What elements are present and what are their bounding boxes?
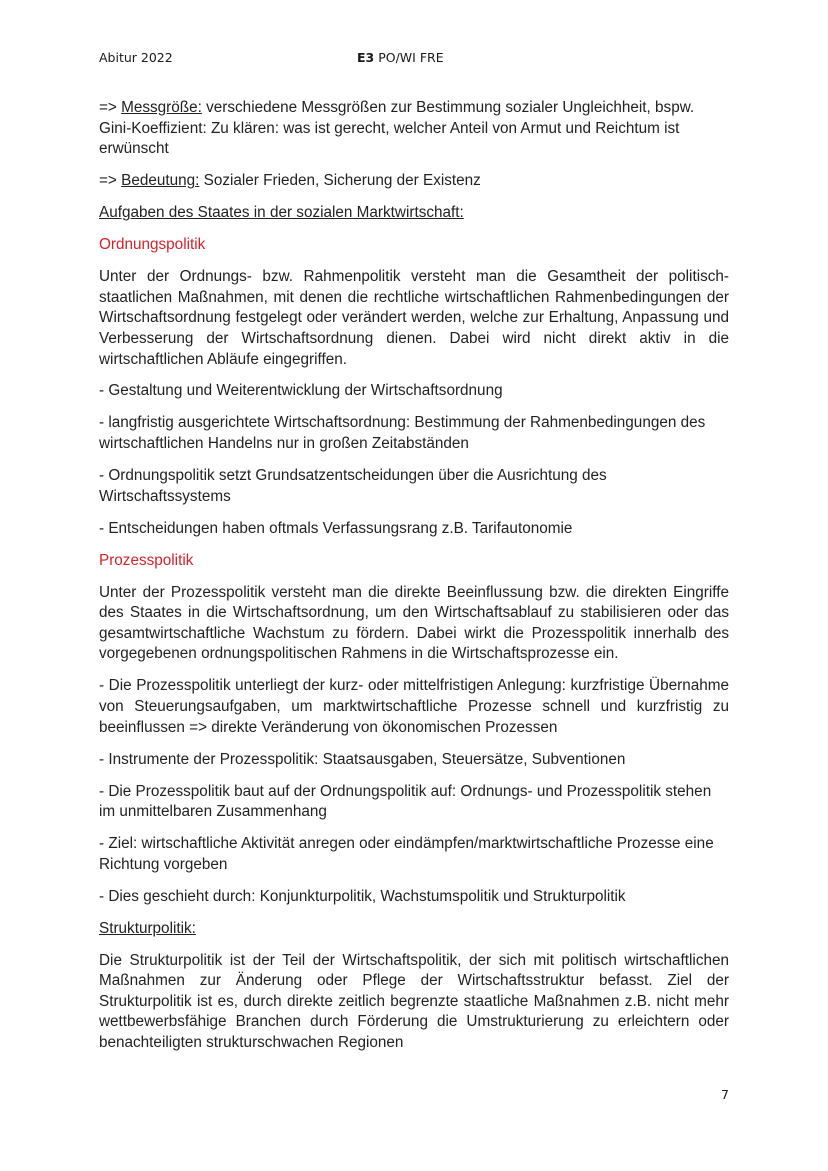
document-body	[99, 98, 729, 1065]
ordnungspolitik-bullet: - Entscheidungen haben oftmals Verfassungsrang z.B. Tarifautonomie	[99, 519, 573, 537]
header-center	[357, 50, 444, 65]
arrow-prefix: =>	[99, 99, 122, 116]
prozesspolitik-heading: Prozesspolitik	[99, 551, 194, 569]
bedeutung-paragraph	[99, 171, 729, 192]
bedeutung-text: Sozialer Frieden, Sicherung der Existenz	[199, 172, 481, 190]
prozesspolitik-bullet: - Ziel: wirtschaftliche Aktivität anregen oder eindämpfen/marktwirtschaftliche Prozesse eine Richtung vorgeben	[99, 835, 714, 873]
ordnungspolitik-bullet: - Gestaltung und Weiterentwicklung der Wirtschaftsordnung	[99, 382, 503, 400]
page-number: 7	[721, 1087, 729, 1102]
prozesspolitik-intro: Unter der Prozesspolitik versteht man die direkte Beeinflussung bzw. die direkten Eingriffe des Staates in die Wirtschaftsordnung, um den Wirtschaftsablauf zu stabilisieren oder das gesamtwirtschaftliche Wachstum zu fördern. Dabei wirkt die Prozesspolitik innerhalb des vorgegebenen ordnungspolitischen Rahmens in die Wirtschaftsprozesse ein.	[99, 583, 729, 663]
aufgaben-heading: Aufgaben des Staates in der sozialen Marktwirtschaft:	[99, 204, 464, 222]
header-left: Abitur 2022	[99, 50, 173, 65]
messgroesse-label: Messgröße:	[121, 99, 202, 116]
ordnungspolitik-heading: Ordnungspolitik	[99, 236, 206, 254]
prozesspolitik-bullet: - Die Prozesspolitik baut auf der Ordnungspolitik auf: Ordnungs- und Prozesspolitik stehen im unmittelbaren Zusammenhang	[99, 782, 712, 821]
header-center-bold: E3	[357, 50, 375, 65]
page-header	[99, 50, 729, 70]
strukturpolitik-intro: Die Strukturpolitik ist der Teil der Wirtschaftspolitik, der sich mit politisch wirtschaftlichen Maßnahmen zur Änderung oder Pflege der Wirtschaftsstruktur befasst. Ziel der Strukturpolitik ist es, durch direkte zeitlich begrenzte staatliche Maßnahmen z.B. nicht mehr wettbewerbsfähige Branchen durch Förderung die Umstrukturierung zu erleichtern oder benachteiligten strukturschwachen Regionen	[99, 951, 729, 1052]
bedeutung-label: Bedeutung:	[121, 172, 200, 190]
arrow-prefix: =>	[99, 172, 122, 190]
ordnungspolitik-intro: Unter der Ordnungs- bzw. Rahmenpolitik versteht man die Gesamtheit der politisch-staatlichen Maßnahmen, mit denen die rechtliche wirtschaftlichen Rahmenbedingungen der Wirtschaftsordnung festgelegt oder verändert werden, welche zur Erhaltung, Anpassung und Verbesserung der Wirtschaftsordnung dienen. Dabei wird nicht direkt aktiv in die wirtschaftlichen Abläufe eingegriffen.	[99, 268, 729, 368]
messgroesse-text: verschiedene Messgrößen zur Bestimmung sozialer Ungleichheit, bspw. Gini-Koeffizient: Zu klären: was ist gerecht, welcher Anteil von Armut und Reichtum ist erwünscht	[99, 99, 695, 158]
prozesspolitik-bullet: - Instrumente der Prozesspolitik: Staatsausgaben, Steuersätze, Subventionen	[99, 750, 626, 768]
prozesspolitik-bullet: - Dies geschieht durch: Konjunkturpolitik, Wachstumspolitik und Strukturpolitik	[99, 887, 626, 905]
ordnungspolitik-bullet: - Ordnungspolitik setzt Grundsatzentscheidungen über die Ausrichtung des Wirtschaftssystems	[99, 467, 607, 505]
messgroesse-paragraph	[99, 98, 729, 160]
header-center-rest: PO/WI FRE	[374, 50, 444, 65]
ordnungspolitik-bullet: - langfristig ausgerichtete Wirtschaftsordnung: Bestimmung der Rahmenbedingungen des wirtschaftlichen Handelns nur in großen Zeitabständen	[99, 414, 706, 453]
prozesspolitik-bullet: - Die Prozesspolitik unterliegt der kurz- oder mittelfristigen Anlegung: kurzfristige Übernahme von Steuerungsaufgaben, um marktwirtschaftliche Prozesse schnell und kurzfristig zu beeinflussen => direkte Veränderung von ökonomischen Prozessen	[99, 677, 729, 736]
strukturpolitik-heading: Strukturpolitik:	[99, 919, 196, 937]
